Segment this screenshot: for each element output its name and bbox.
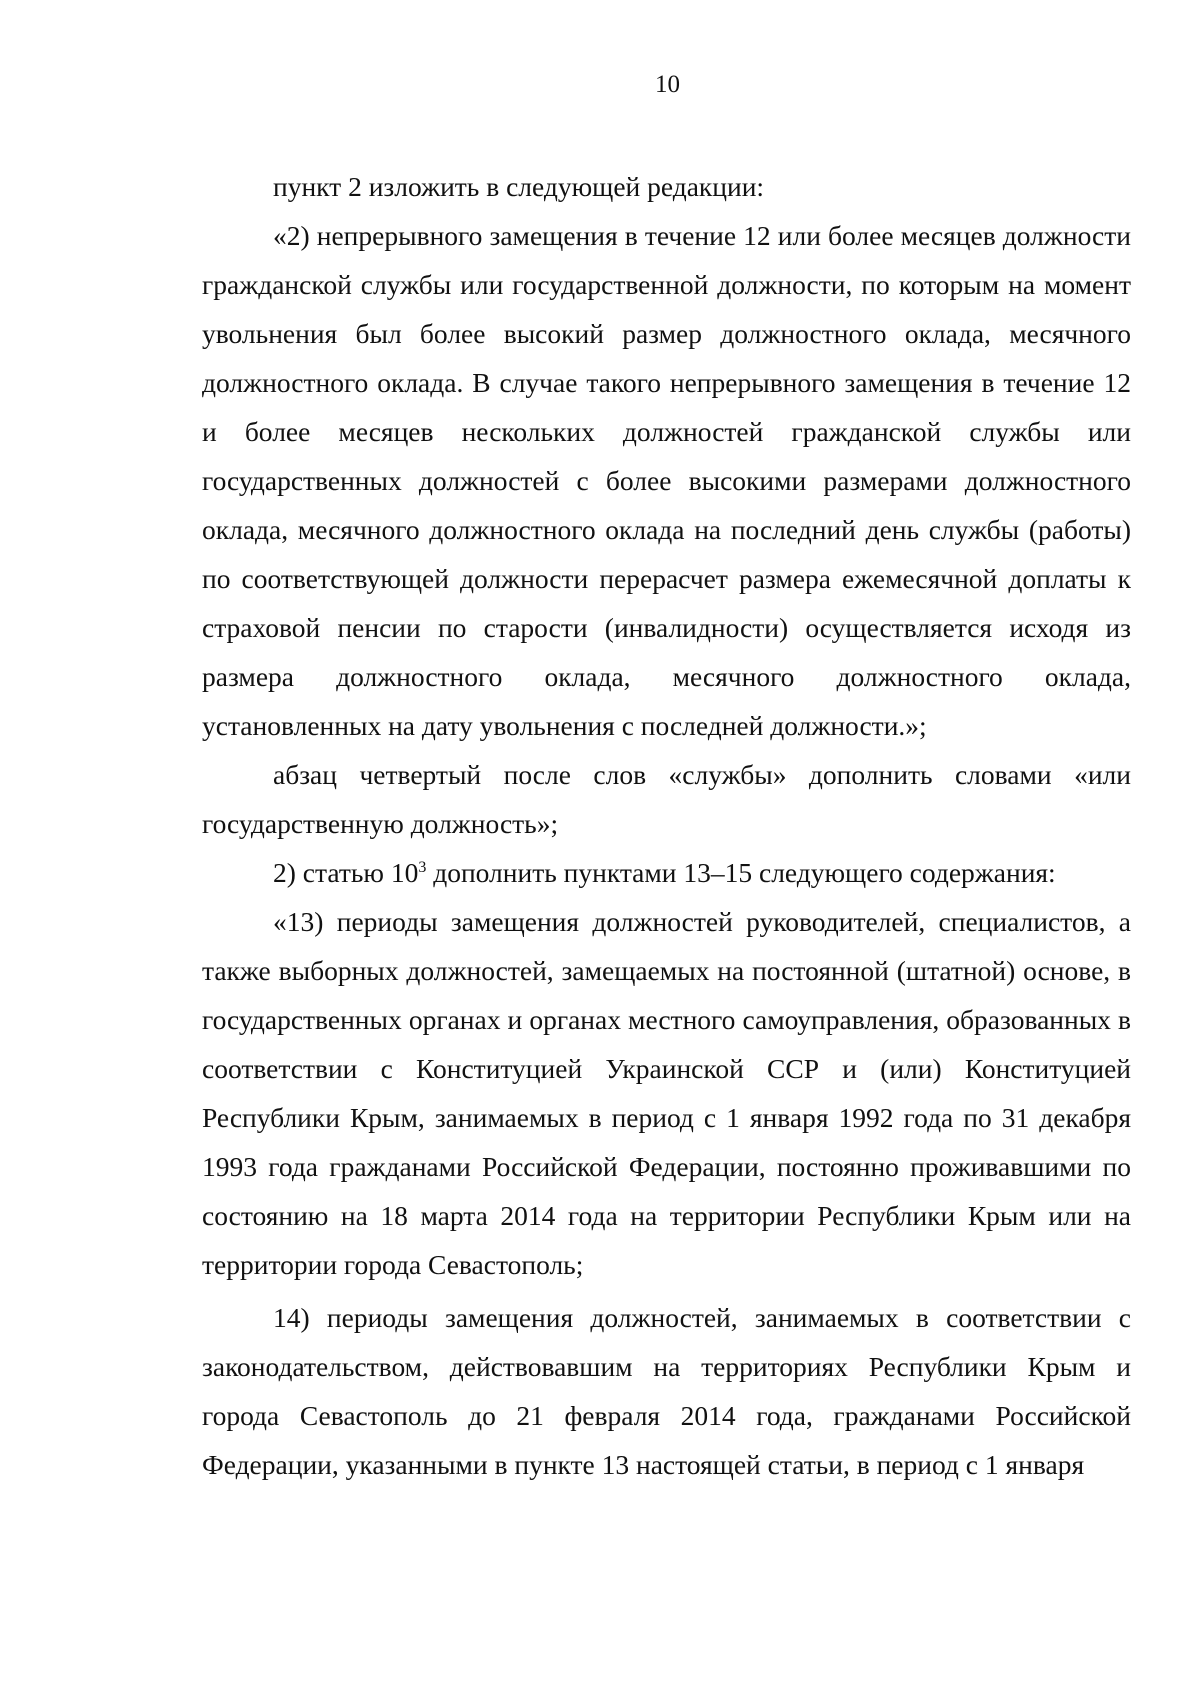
page-number: 10 (655, 71, 680, 98)
paragraph-item-13: «13) периоды замещения должностей руководителей, специалистов, а также выборных должностей, замещаемых на постоянной (штатной) основе, в государственных органах и органах местного самоуправления, образованных в соответствии с Конституцией Украинской ССР и (или) Конституцией Республики Крым, занимаемых в период с 1 января 1992 года по 31 декабря 1993 года гражданами Российской Федерации, постоянно проживавшими по состоянию на 18 марта 2014 года на территории Республики Крым или на территории города Севастополь; (202, 906, 1131, 1280)
article-superscript: 3 (418, 858, 427, 876)
paragraph-item-2-text: «2) непрерывного замещения в течение 12 или более месяцев должности гражданской службы или государственной должности, по которым на момент увольнения был более высокий размер должностного оклада, месячного должностного оклада. В случае такого непрерывного замещения в течение 12 и более месяцев нескольких должностей гражданской службы или государственных должностей с более высокими размерами должностного оклада, месячного должностного оклада на последний день службы (работы) по соответствующей должности перерасчет размера ежемесячной доплаты к страховой пенсии по старости (инвалидности) осуществляется исходя из размера должностного оклада, месячного должностного оклада, установленных на дату увольнения с последней должности.»; (202, 220, 1131, 741)
paragraph-item-14: 14) периоды замещения должностей, занимаемых в соответствии с законодательством, действовавшим на территориях Республики Крым и города Севастополь до 21 февраля 2014 года, гражданами Российской Федерации, указанными в пункте 13 настоящей статьи, в период с 1 января (202, 1302, 1131, 1480)
article-amendment-lead: 2) статью 10 (273, 857, 419, 888)
paragraph-article-amendment (202, 848, 1131, 897)
paragraph-intro: пункт 2 изложить в следующей редакции: (273, 171, 765, 202)
article-amendment-tail: дополнить пунктами 13–15 следующего содержания: (426, 857, 1056, 888)
paragraph-abzac-amendment: абзац четвертый после слов «службы» дополнить словами «или государственную должность»; (202, 759, 1131, 839)
document-body (202, 162, 1131, 1489)
